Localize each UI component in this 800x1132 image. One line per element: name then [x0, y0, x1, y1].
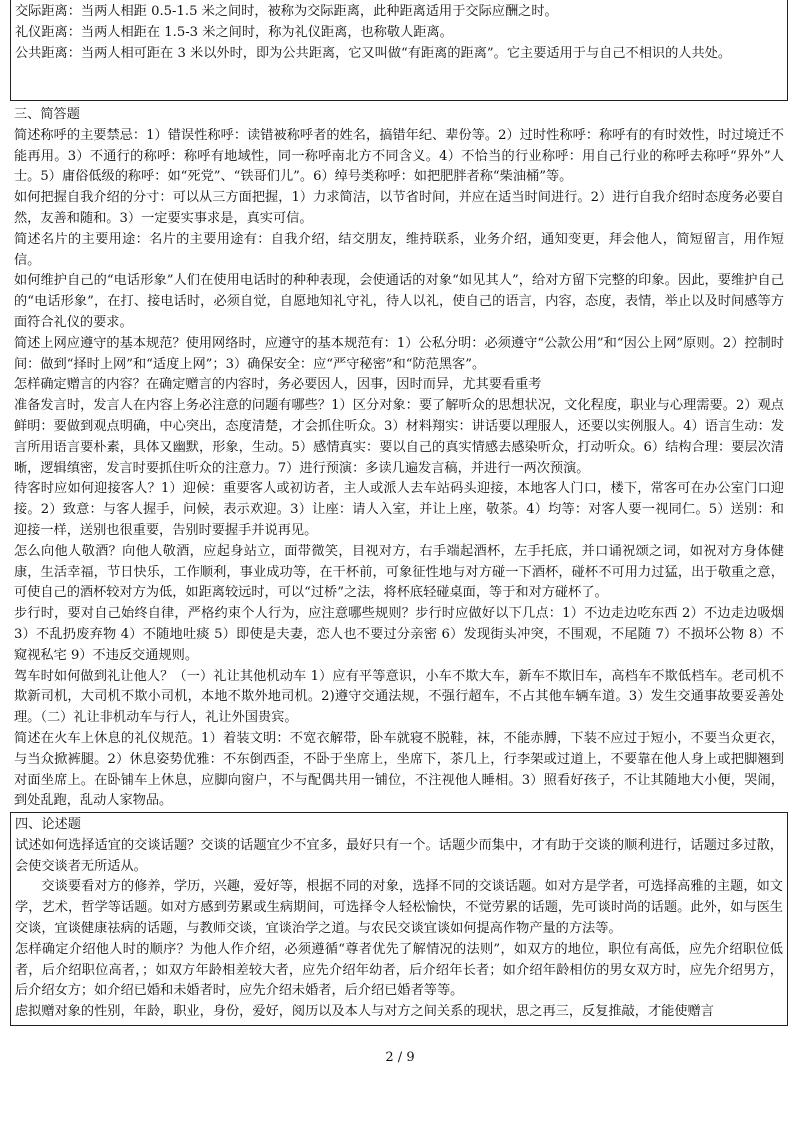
- paragraph: 交谈要看对方的修养，学历，兴趣，爱好等，根据不同的对象，选择不同的交谈话题。如对方是学者，可选择高雅的主题，如文学，艺术，哲学等话题。如对方感到劳累或生病期间，可选择令人轻松愉快，不觉劳累的话题，先可谈时尚的话题。此外，如与医生交谈，宜谈健康祛病的话题，与教师交谈，宜谈治学之道。与农民交谈宜谈如何提高作物产量的方法等。: [15, 879, 783, 937]
- paragraph: 怎样确定赠言的内容？在确定赠言的内容时，务必要因人，因事，因时而异，尤其要看重考: [14, 377, 542, 393]
- paragraph: 简述名片的主要用途：名片的主要用途有：自我介绍，结交朋友，维持联系，业务介绍，通知变更，拜会他人，简短留言，用作短信。: [14, 231, 784, 268]
- distance-definitions-box: [10, 0, 788, 101]
- paragraph: 简述上网应遵守的基本规范？使用网络时，应遵守的基本规范有：1）公私分明：必须遵守“公款公用”和“因公上网”原则。2）控制时间：做到“择时上网”和“适度上网”；3）确保安全：应“严守秘密”和“防范黑客”。: [14, 335, 784, 372]
- paragraph: 如何把握自我介绍的分寸：可以从三方面把握，1）力求简洁，以节省时间，并应在适当时间进行。2）进行自我介绍时态度务必要自然，友善和随和。3）一定要实事求是，真实可信。: [14, 190, 784, 226]
- section-heading: 四、论述题: [15, 817, 81, 833]
- paragraph: 简述在火车上休息的礼仪规范。1）着装文明：不宽衣解带，卧车就寝不脱鞋，袜，不能赤膊，下装不应过于短小，不要当众更衣，与当众掀裤腿。2）休息姿势优雅：不东倒西歪，不卧于坐席上，坐席下，茶几上，行李架或过道上，不要靠在他人身上或把脚翘到对面坐席上。在卧铺车上休息，应脚向窗户，不与配偶共用一铺位，不注视他人睡相。3）照看好孩子，不让其随地大小便，哭闹，到处乱跑，乱动人家物品。: [14, 730, 784, 809]
- page-number: 2 / 9: [385, 1050, 415, 1065]
- social-distance-text: 交际距离：当两人相距 0.5-1.5 米之间时，被称为交际距离，此种距离适用于交际应酬之时。: [15, 4, 558, 19]
- paragraph: 虑拟赠对象的性别，年龄，职业，身份，爱好，阅历以及本人与对方之间关系的现状，思之再三，反复推敲，才能使赠言: [15, 1004, 714, 1020]
- paragraph: 怎么向他人敬酒？向他人敬酒，应起身站立，面带微笑，目视对方，右手端起酒杯，左手托底，并口诵祝颂之词，如祝对方身体健康，生活幸福，节日快乐，工作顺利，事业成功等，在干杯前，可象征性地与对方碰一下酒杯，碰杯不可用力过猛，出于敬重之意，可使自己的酒杯较对方为低，如距离较远时，可以“过桥”之法，将杯底轻碰桌面，等于和对方碰杯了。: [14, 543, 784, 601]
- document-page: [10, 0, 788, 1026]
- public-distance-text: 公共距离：当两人相可距在 3 米以外时，即为公共距离，它又叫做“有距离的距离”。它主要适用于与自己不相识的人共处。: [15, 45, 732, 61]
- paragraph: 准备发言时，发言人在内容上务必注意的问题有哪些？1）区分对象：要了解听众的思想状况，文化程度，职业与心理需要。2）观点鲜明：要做到观点明确，中心突出，态度清楚，才会抓住听众。3）材料翔实：讲话要以理服人，还要以实例服人。4）语言生动：发言所用语言要朴素，具体又幽默，形象，生动。5）感情真实：要以自己的真实情感去感染听众，打动听众。6）结构合理：要层次清晰，逻辑缜密，发言时要抓住听众的注意力。7）进行预演：多读几遍发言稿，并进行一两次预演。: [14, 398, 784, 476]
- essay-section-box: [10, 812, 788, 1026]
- paragraph: 试述如何选择适宜的交谈话题？交谈的话题宜少不宜多，最好只有一个。话题少而集中，才有助于交谈的顺利进行，话题过多过散，会使交谈者无所适从。: [15, 837, 783, 874]
- paragraph: 待客时应如何迎接客人？1）迎候：重要客人或初访者，主人或派人去车站码头迎接，本地客人门口，楼下，常客可在办公室门口迎接。2）致意：与客人握手，问候，表示欢迎。3）让座：请人入室，并让上座，敬茶。4）均等：对客人要一视同仁。5）送别：和迎接一样，送别也很重要，告别时要握手并说再见。: [14, 481, 784, 538]
- paragraph: 步行时，要对自己始终自律，严格约束个人行为，应注意哪些规则？步行时应做好以下几点：1）不边走边吃东西 2）不边走边吸烟 3）不乱扔废弃物 4）不随地吐痰 5）即使是夫妻，恋人也不要过分亲密 6）发现街头冲突，不围观，不尾随 7）不损坏公物 8）不窥视私宅 9）不违反交通规则。: [14, 606, 784, 663]
- paragraph: 简述称呼的主要禁忌：1）错误性称呼：读错被称呼者的姓名，搞错年纪、辈份等。2）过时性称呼：称呼有的有时效性，时过境迁不能再用。3）不通行的称呼：称呼有地域性，同一称呼南北方不同含义。4）不恰当的行业称呼：用自己行业的称呼去称呼“界外”人士。5）庸俗低级的称呼：如“死党”、“铁哥们儿”。6）绰号类称呼：如把肥胖者称“柴油桶”等。: [14, 127, 784, 185]
- paragraph: 怎样确定介绍他人时的顺序？为他人作介绍，必须遵循“尊者优先了解情况的法则”，如双方的地位，职位有高低，应先介绍职位低者，后介绍职位高者，；如双方年龄相差较大者，应先介绍年幼者，后介绍年长者；如介绍年龄相仿的男女双方时，应先介绍男方，后介绍女方；如介绍已婚和未婚者时，应先介绍未婚者，后介绍已婚者等等。: [15, 941, 783, 999]
- paragraph: 如何维护自己的“电话形象”人们在使用电话时的种种表现，会使通话的对象“如见其人”，给对方留下完整的印象。因此，要维护自己的“电话形象”，在打、接电话时，必须自觉，自愿地知礼守礼，待人以礼，使自己的语言，内容，态度，表情，举止以及时间感等方面符合礼仪的要求。: [14, 273, 784, 330]
- paragraph: 驾车时如何做到礼让他人？（一）礼让其他机动车 1）应有平等意识，小车不欺大车，新车不欺旧车，高档车不欺低档车。老司机不欺新司机，大司机不欺小司机，本地不欺外地司机。2)遵守交通法规，不强行超车，不占其他车辆车道。3）发生交通事故要妥善处理。（二）礼让非机动车与行人，礼让外国贵宾。: [14, 668, 784, 726]
- section-heading: 三、简答题: [14, 107, 80, 122]
- short-answer-section: [10, 105, 788, 812]
- etiquette-distance-text: 礼仪距离：当两人相距在 1.5-3 米之间时，称为礼仪距离，也称敬人距离。: [15, 24, 453, 40]
